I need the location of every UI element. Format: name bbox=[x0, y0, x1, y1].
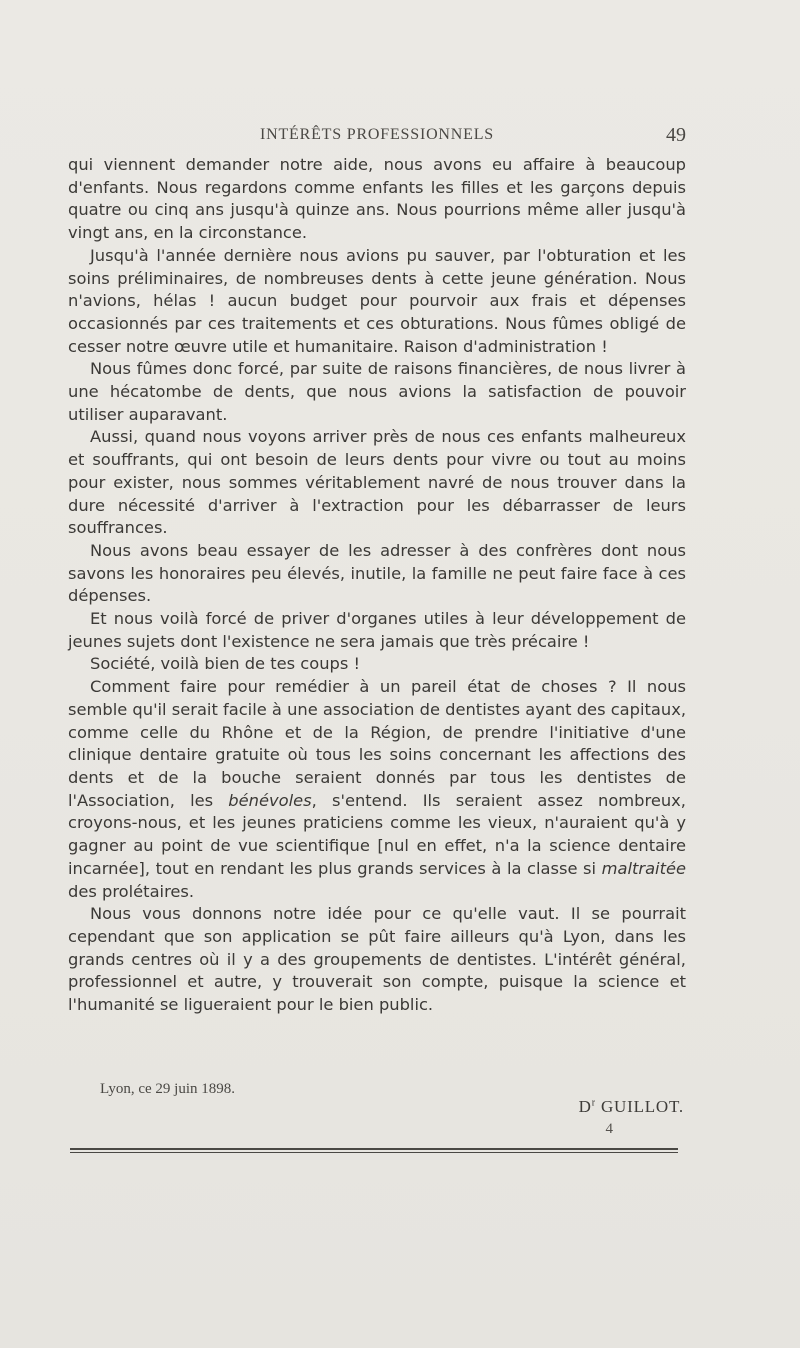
paragraph bbox=[68, 676, 686, 903]
paragraph: qui viennent demander notre aide, nous avons eu affaire à beaucoup d'enfants. Nous regardons comme enfants les filles et les garçons depuis quatre ou cinq ans jusqu'à quinze ans. Nous pourrions même aller jusqu'à vingt ans, en la circonstance. bbox=[68, 155, 686, 243]
paragraph: Aussi, quand nous voyons arriver près de nous ces enfants malheureux et souffrants, qui ont besoin de leurs dents pour vivre ou tout au moins pour exister, nous sommes véritablement navré de nous trouver dans la dure nécessité d'arriver à l'extraction pour les débarrasser de leurs souffrances. bbox=[68, 427, 686, 538]
signature bbox=[579, 1097, 684, 1117]
page-header bbox=[68, 126, 686, 152]
italic-word: maltraitée bbox=[601, 858, 686, 878]
paragraph: Nous avons beau essayer de les adresser à des confrères dont nous savons les honoraires peu élevés, inutile, la famille ne peut faire face à ces dépenses. bbox=[68, 540, 686, 606]
signature-mark: 4 bbox=[605, 1121, 613, 1137]
body-text bbox=[68, 154, 686, 1017]
paragraph: Nous vous donnons notre idée pour ce qu'elle vaut. Il se pourrait cependant que son application se pût faire ailleurs qu'à Lyon, dans les grands centres où il y a des groupements de dentistes. L'intérêt général, professionnel et autre, y trouverait son compte, puisque la science et l'humanité se ligueraient pour le bien public. bbox=[68, 904, 686, 1015]
double-rule-top bbox=[70, 1148, 678, 1150]
paragraph-text: , s'entend. Ils seraient assez nombreux, croyons-nous, et les jeunes praticiens comme les vieux, n'auraient qu'à y gagner au point de vue scientifique [nul en effet, n'a la science dentaire incarnée], tout en rendant les plus grands services à la classe si bbox=[68, 790, 686, 878]
page-number: 49 bbox=[666, 124, 686, 146]
paragraph: Jusqu'à l'année dernière nous avions pu sauver, par l'obturation et les soins préliminaires, de nombreuses dents à cette jeune génération. Nous n'avions, hélas ! aucun budget pour pourvoir aux frais et dépenses occasionnés par ces traitements et ces obturations. Nous fûmes obligé de cesser notre œuvre utile et humanitaire. Raison d'administration ! bbox=[68, 245, 686, 356]
signature-name: GUILLOT. bbox=[600, 1097, 684, 1116]
italic-word: bénévoles bbox=[228, 790, 312, 810]
place-date: Lyon, ce 29 juin 1898. bbox=[100, 1081, 235, 1097]
running-head: INTÉRÊTS PROFESSIONNELS bbox=[260, 126, 494, 143]
paragraph: Société, voilà bien de tes coups ! bbox=[90, 654, 361, 674]
paragraph-text: des prolétaires. bbox=[68, 881, 195, 901]
signature-sup: r bbox=[591, 1097, 596, 1109]
paragraph: Et nous voilà forcé de priver d'organes utiles à leur développement de jeunes sujets dont l'existence ne sera jamais que très précaire ! bbox=[68, 609, 686, 651]
paragraph-text: Comment faire pour remédier à un pareil état de choses ? Il nous semble qu'il serait facile à une association de dentistes ayant des capitaux, comme celle du Rhône et de la Région, de prendre l'initiative d'une clinique dentaire gratuite où tous les soins concernant les affections des dents et de la bouche seraient donnés par tous les dentistes de l'Association, les bbox=[68, 677, 687, 810]
signature-prefix: D bbox=[578, 1097, 592, 1116]
paragraph: Nous fûmes donc forcé, par suite de raisons financières, de nous livrer à une hécatombe de dents, que nous avions la satisfaction de pouvoir utiliser auparavant. bbox=[68, 359, 686, 424]
double-rule-bottom bbox=[70, 1152, 678, 1153]
